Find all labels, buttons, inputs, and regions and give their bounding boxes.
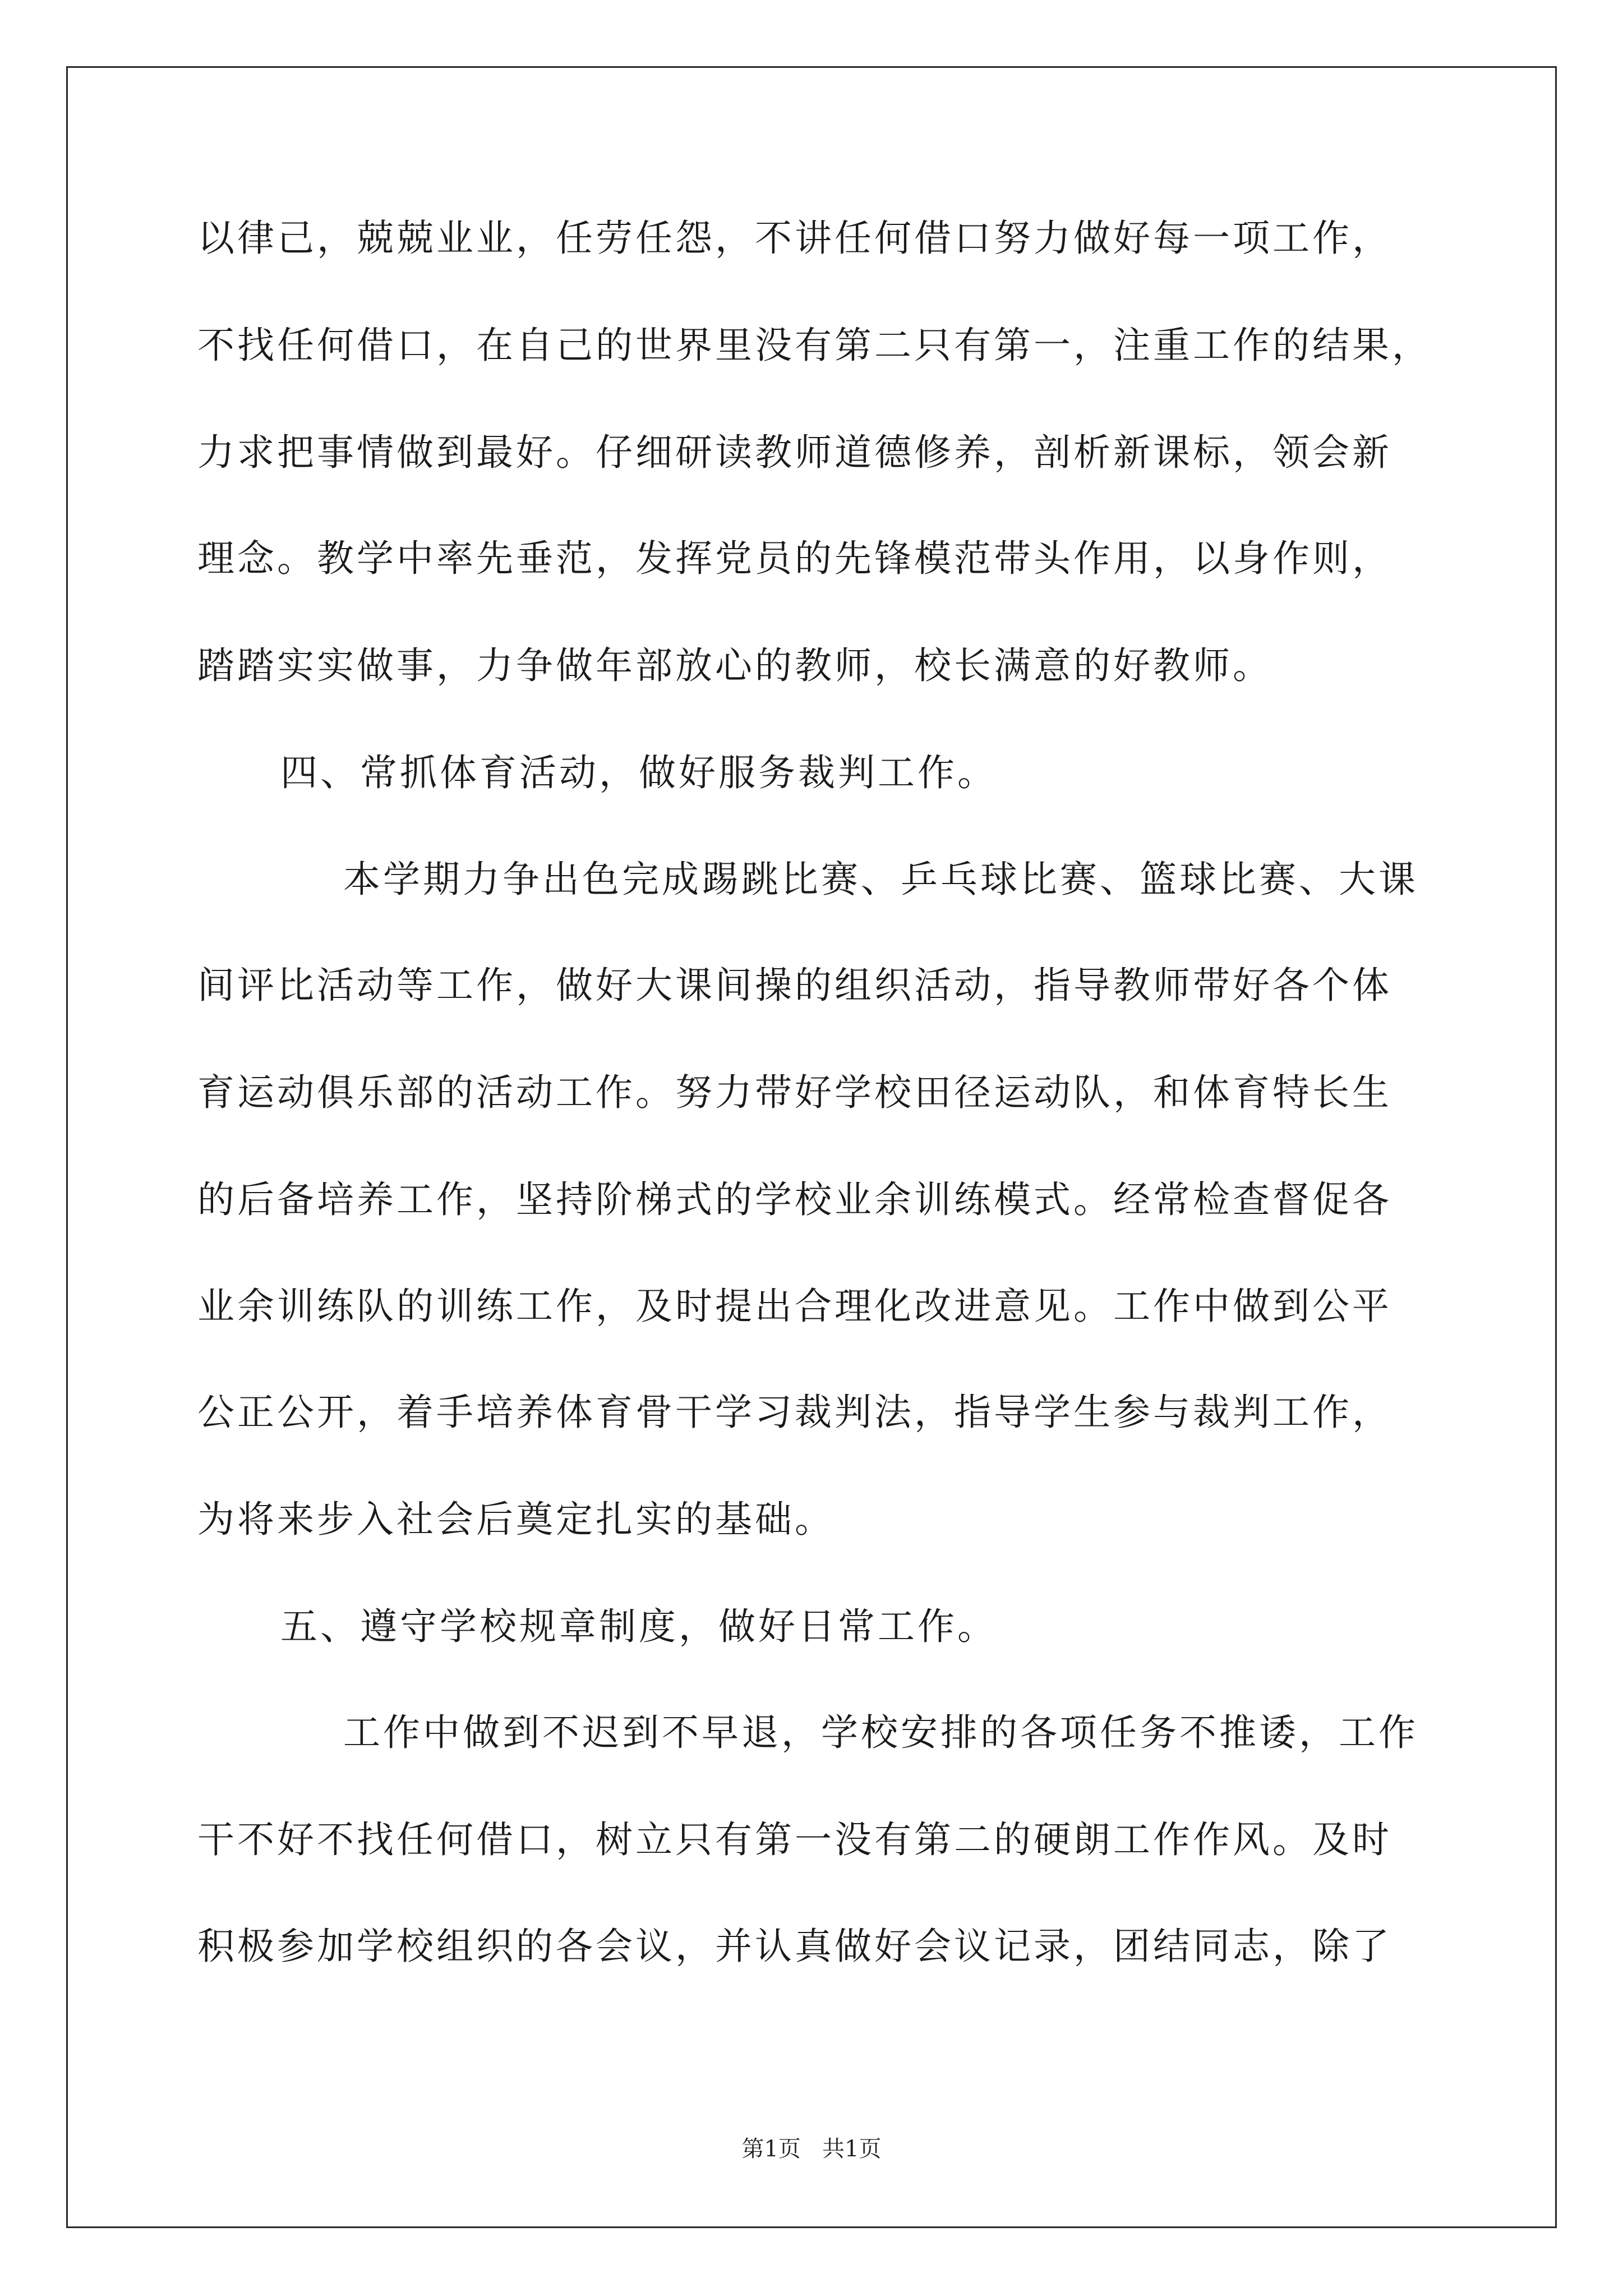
- paragraph-line: 育运动俱乐部的活动工作。努力带好学校田径运动队，和体育特长生: [197, 1071, 1392, 1114]
- paragraph-line: 为将来步入社会后奠定扎实的基础。: [197, 1498, 834, 1541]
- paragraph-line: 积极参加学校组织的各会议，并认真做好会议记录，团结同志，除了: [197, 1925, 1392, 1968]
- paragraph-line: 力求把事情做到最好。仔细研读教师道德修养，剖析新课标，领会新: [197, 431, 1392, 474]
- paragraph-line: 间评比活动等工作，做好大课间操的组织活动，指导教师带好各个体: [197, 964, 1392, 1007]
- section-heading: 四、常抓体育活动，做好服务裁判工作。: [280, 751, 997, 794]
- page-border: [66, 66, 1557, 2228]
- paragraph-line: 公正公开，着手培养体育骨干学习裁判法，指导学生参与裁判工作，: [197, 1391, 1392, 1434]
- paragraph-line: 的后备培养工作，坚持阶梯式的学校业余训练模式。经常检查督促各: [197, 1178, 1392, 1221]
- section-heading: 五、遵守学校规章制度，做好日常工作。: [280, 1605, 997, 1648]
- paragraph-line: 踏踏实实做事，力争做年部放心的教师，校长满意的好教师。: [197, 644, 1272, 687]
- paragraph-line: 本学期力争出色完成踢跳比赛、乒乓球比赛、篮球比赛、大课: [343, 858, 1418, 901]
- paragraph-line: 理念。教学中率先垂范，发挥党员的先锋模范带头作用，以身作则，: [197, 537, 1392, 580]
- paragraph-line: 干不好不找任何借口，树立只有第一没有第二的硬朗工作作风。及时: [197, 1818, 1392, 1861]
- page-number-footer: 第1页 共1页: [741, 2136, 882, 2162]
- paragraph-line: 业余训练队的训练工作，及时提出合理化改进意见。工作中做到公平: [197, 1285, 1392, 1328]
- paragraph-line: 工作中做到不迟到不早退，学校安排的各项任务不推诿，工作: [343, 1711, 1418, 1754]
- paragraph-line: 以律己，兢兢业业，任劳任怨，不讲任何借口努力做好每一项工作，: [197, 217, 1392, 260]
- paragraph-line: 不找任何借口，在自己的世界里没有第二只有第一，注重工作的结果，: [197, 324, 1432, 367]
